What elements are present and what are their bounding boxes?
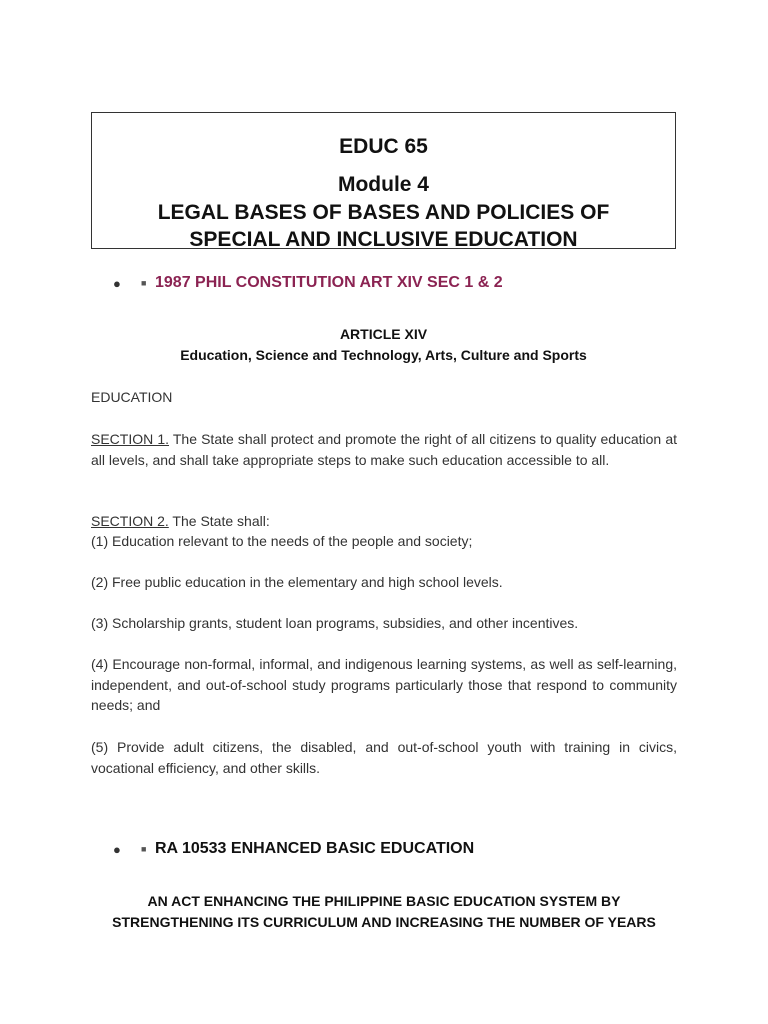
bullet-dot-icon: ● — [113, 841, 121, 857]
article-subtitle: Education, Science and Technology, Arts, Culture and Sports — [180, 347, 587, 363]
section-2 — [91, 511, 677, 532]
title-box — [91, 112, 676, 249]
act-title — [91, 891, 677, 933]
article-title: ARTICLE XIV — [339, 326, 428, 342]
bullet-heading: 1987 PHIL CONSTITUTION ART XIV SEC 1 & 2 — [155, 274, 503, 291]
section-1-label: SECTION 1. — [91, 431, 170, 447]
bullet-ra10533 — [113, 837, 474, 861]
section-2-text: The State shall: — [168, 513, 270, 529]
course-code: EDUC 65 — [339, 135, 428, 158]
section-2-item-2: (2) Free public education in the elementary and high school levels. — [91, 574, 503, 590]
section-1 — [91, 429, 677, 470]
bullet-square-icon: ■ — [141, 278, 147, 288]
bullet-constitution — [113, 271, 503, 295]
bullet-dot-icon: ● — [113, 275, 121, 291]
section-2-item-4: (4) Encourage non-formal, informal, and indigenous learning systems, as well as self-learning, independent, and out-of-school study programs particularly those that respond to community needs; and — [91, 656, 677, 713]
act-title-line-2: STRENGTHENING ITS CURRICULUM AND INCREASING THE NUMBER OF YEARS — [112, 914, 656, 930]
section-1-text: The State shall protect and promote the right of all citizens to quality education at all levels, and shall take appropriate steps to make such education accessible to all. — [91, 431, 677, 468]
section-2-label: SECTION 2. — [91, 513, 169, 529]
section-2-item-1: (1) Education relevant to the needs of the people and society; — [91, 533, 473, 549]
bullet-heading: RA 10533 ENHANCED BASIC EDUCATION — [155, 840, 475, 857]
act-title-line-1: AN ACT ENHANCING THE PHILIPPINE BASIC EDUCATION SYSTEM BY — [147, 893, 621, 909]
section-2-item-3: (3) Scholarship grants, student loan programs, subsidies, and other incentives. — [91, 615, 579, 631]
module-heading — [92, 199, 675, 253]
education-label: EDUCATION — [91, 389, 173, 405]
bullet-square-icon: ■ — [141, 844, 147, 854]
section-2-item-5: (5) Provide adult citizens, the disabled, and out-of-school youth with training in civics, vocational efficiency, and other skills. — [91, 739, 677, 776]
heading-line-1: LEGAL BASES OF BASES AND POLICIES OF — [157, 201, 610, 224]
heading-line-2: SPECIAL AND INCLUSIVE EDUCATION — [189, 228, 578, 251]
module-number: Module 4 — [337, 173, 429, 196]
